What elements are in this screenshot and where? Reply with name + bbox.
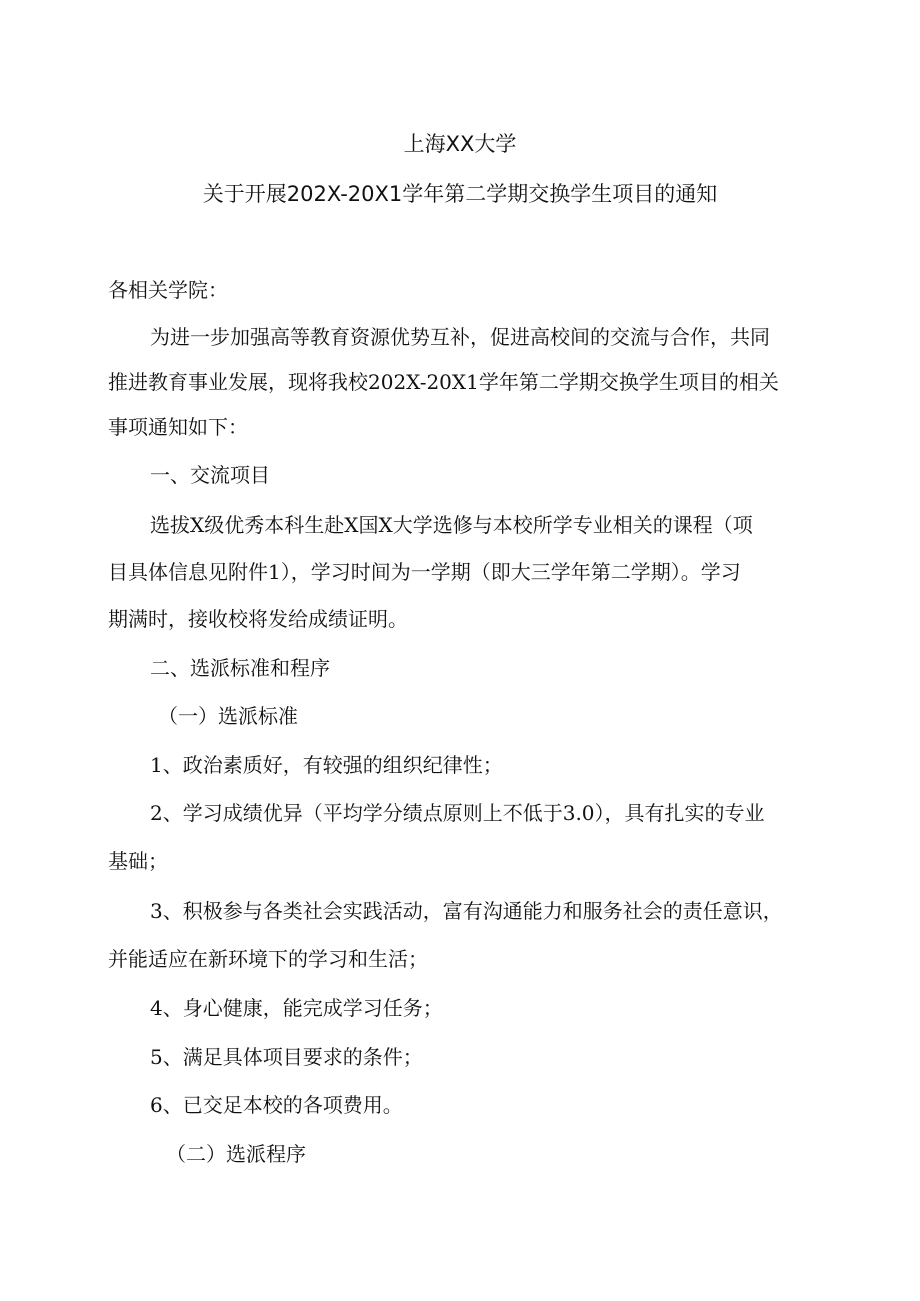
section-heading: 一、交流项目 xyxy=(150,463,270,487)
criteria-item: 3、积极参与各类社会实践活动，富有沟通能力和服务社会的责任意识， xyxy=(150,899,783,923)
intro-line: 事项通知如下： xyxy=(108,415,248,439)
section-text-line: 期满时，接收校将发给成绩证明。 xyxy=(108,607,408,631)
section-text-line: 目具体信息见附件1），学习时间为一学期（即大三学年第二学期）。学习 xyxy=(108,560,741,584)
criteria-item: 1、政治素质好，有较强的组织纪律性； xyxy=(150,753,503,777)
criteria-item: 4、身心健康，能完成学习任务； xyxy=(150,996,443,1020)
criteria-item: 5、满足具体项目要求的条件； xyxy=(150,1045,423,1069)
criteria-item-continuation: 并能适应在新环境下的学习和生活； xyxy=(108,947,428,971)
criteria-item: 6、已交足本校的各项费用。 xyxy=(150,1093,403,1117)
notice-title: 关于开展202X-20X1学年第二学期交换学生项目的通知 xyxy=(202,182,718,206)
salutation: 各相关学院： xyxy=(108,278,228,302)
subsection-heading: （一）选派标准 xyxy=(158,704,298,728)
intro-line: 为进一步加强高等教育资源优势互补，促进高校间的交流与合作，共同 xyxy=(150,325,770,349)
subsection-heading: （二）选派程序 xyxy=(166,1142,306,1166)
criteria-item-continuation: 基础； xyxy=(108,849,168,873)
criteria-item: 2、学习成绩优异（平均学分绩点原则上不低于3.0），具有扎实的专业 xyxy=(150,801,765,825)
section-heading: 二、选派标准和程序 xyxy=(150,656,330,680)
university-name: 上海XX大学 xyxy=(403,132,517,156)
intro-line: 推进教育事业发展，现将我校202X-20X1学年第二学期交换学生项目的相关 xyxy=(108,370,779,394)
section-text-line: 选拔X级优秀本科生赴X国X大学选修与本校所学专业相关的课程（项 xyxy=(150,513,753,537)
